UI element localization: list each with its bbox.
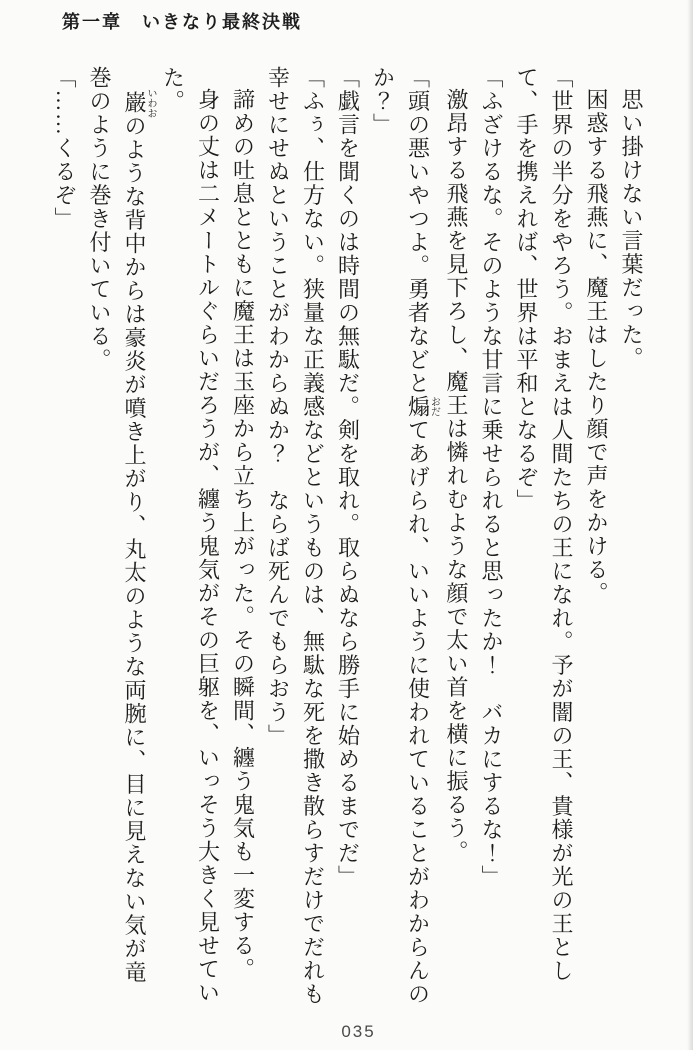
paragraph-2: 困惑する飛燕に、魔王はしたり顔で声をかける。 — [584, 88, 609, 605]
paragraph-text: のような背中からは豪炎が噴き上がり、丸太のような両腕に、目に見えない気が竜巻のように巻き付いている。 — [87, 66, 147, 985]
paragraph-6 — [366, 66, 440, 1007]
ruby-annotation — [405, 395, 440, 419]
paragraph-8: 「ふぅ、仕方ない。狭量な正義感などというものは、無駄な死を撒き散らすだけでだれも幸せにせぬということがわからぬか？ ならば死んでもらおう」 — [265, 66, 326, 1006]
paragraph-7: 「戯言を聞くのは時間の無駄だ。剣を取れ。取らぬなら勝手に始めるまでだ」 — [335, 66, 361, 889]
ruby-annotation — [122, 88, 156, 118]
ruby-text: いわお — [145, 88, 156, 118]
ruby-base: 巌 — [122, 88, 147, 118]
page-number: 035 — [341, 1022, 376, 1041]
paragraph-10: 身の丈は二メートルぐらいだろうが、纏う鬼気がその巨躯を、いっそう大きく見せていた。 — [160, 66, 221, 1005]
paragraph-11 — [82, 66, 156, 1007]
paragraph-9: 諦めの吐息とともに魔王は玉座から立ち上がった。その瞬間、纏う鬼気も一変する。 — [230, 88, 256, 981]
paragraph-3: 「世界の半分をやろう。おまえは人間たちの王になれ。予が闇の王、貴様が光の王として、手を携えれば、世界は平和となるぞ」 — [514, 66, 574, 983]
paragraph-12: 「……くるぞ」 — [52, 66, 77, 231]
paragraph-text: てあげられ、いいように使われていることがわからんのか？」 — [370, 66, 431, 1006]
ruby-text: おだ — [428, 395, 440, 419]
chapter-heading: 第一章 いきなり最終決戦 — [62, 12, 302, 32]
body-text — [47, 66, 649, 1007]
paragraph-4: 「ふざけるな。そのような甘言に乗せられると思ったか！ バカにするな！」 — [479, 66, 504, 889]
ruby-base: 煽 — [405, 395, 431, 419]
paragraph-5: 激昂する飛燕を見下ろし、魔王は憐れむような顔で太い首を横に振るう。 — [444, 88, 469, 864]
paragraph-1: 思い掛けない言葉だった。 — [619, 88, 644, 370]
paragraph-text: 「頭の悪いやつよ。勇者などと — [405, 66, 431, 395]
